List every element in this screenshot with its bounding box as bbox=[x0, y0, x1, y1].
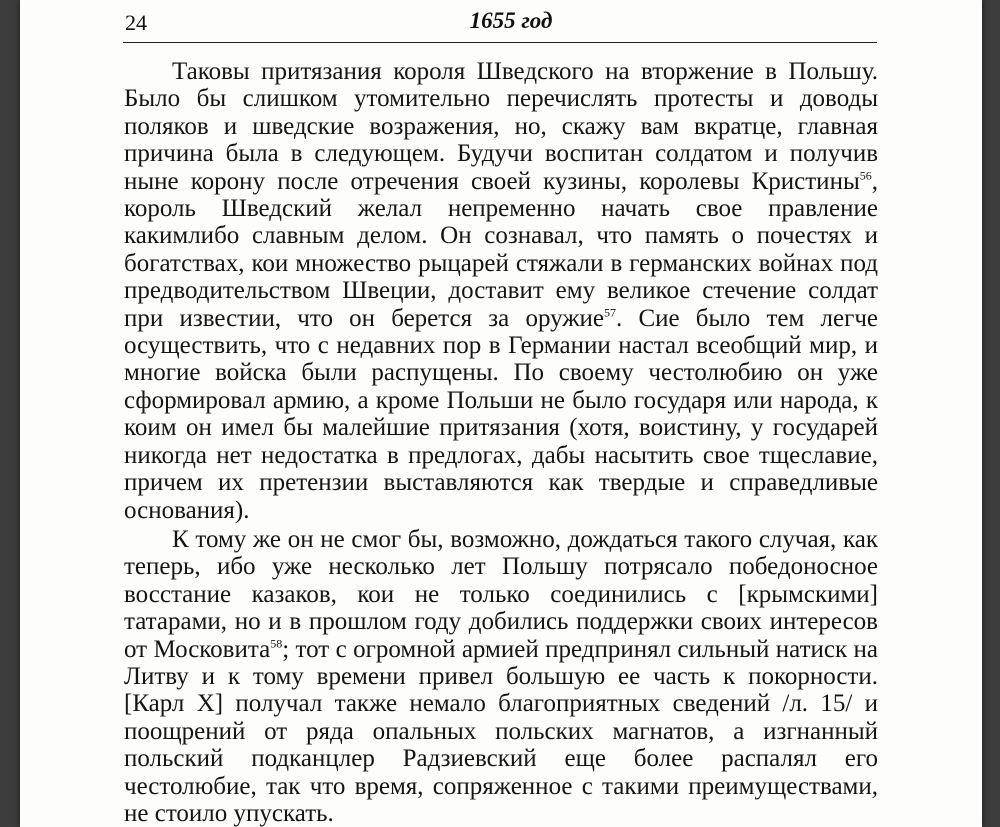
running-head: 1655 год bbox=[469, 8, 553, 33]
text-run: К тому же он не смог бы, возможно, дождаться такого случая, как теперь, ибо уже несколько лет Польшу потрясало победоносное восстание казаков, кои не только соединились с [крымскими] татарами, но и в прошлом году добились поддержки своих интересов от Московита bbox=[124, 525, 878, 663]
text-run: Таковы притязания короля Шведского на вторжение в Польшу. Было бы слишком утомительно перечислять протесты и доводы поляков и шведские возражения, но, скажу вам вкратце, главная причина была в следующем. Будучи воспитан солдатом и получив ныне корону после отречения своей кузины, королевы Кристины bbox=[124, 58, 878, 195]
text-run: , король Шведский желал непременно начать свое правление какимлибо славным делом. Он сознавал, что память о почестях и богатствах, кои множество рыцарей стяжали в германских войнах под предводительством Швеции, доставит ему великое стечение солдат при известии, что он берется за оружие bbox=[124, 167, 878, 332]
footnote-ref: 58 bbox=[270, 636, 283, 651]
page-number: 24 bbox=[125, 10, 147, 35]
paragraph bbox=[124, 526, 878, 827]
body-text bbox=[124, 58, 878, 827]
viewer-background-left bbox=[0, 0, 20, 827]
viewer-background-right bbox=[980, 0, 1000, 827]
footnote-ref: 57 bbox=[604, 305, 617, 320]
paragraph bbox=[124, 58, 878, 524]
header-rule bbox=[123, 42, 877, 43]
document-page bbox=[20, 0, 982, 827]
footnote-ref: 56 bbox=[859, 168, 872, 183]
text-run: ; тот с огромной армией предпринял сильный натиск на Литву и к тому времени привел большую ее часть к покорности. [Карл X] получал также немало благоприятных сведений /л. 15/ и поощрений от ряда опальных польских магнатов, а изгнанный польский подканцлер Радзиевский еще более распалял его честолюбие, так что время, сопряженное с такими преимуществами, не стоило упускать. bbox=[124, 635, 879, 827]
text-run: . Сие было тем легче осуществить, что с недавних пор в Германии настал всеобщий мир, и многие войска были распущены. По своему честолюбию он уже сформировал армию, а кроме Польши не было государя или народа, к коим он имел бы малейшие притязания (хотя, воистину, у государей никогда нет недостатка в предлогах, дабы насытить свое тщеславие, причем их претензии выставляются как твердые и справедливые основания). bbox=[124, 304, 879, 524]
